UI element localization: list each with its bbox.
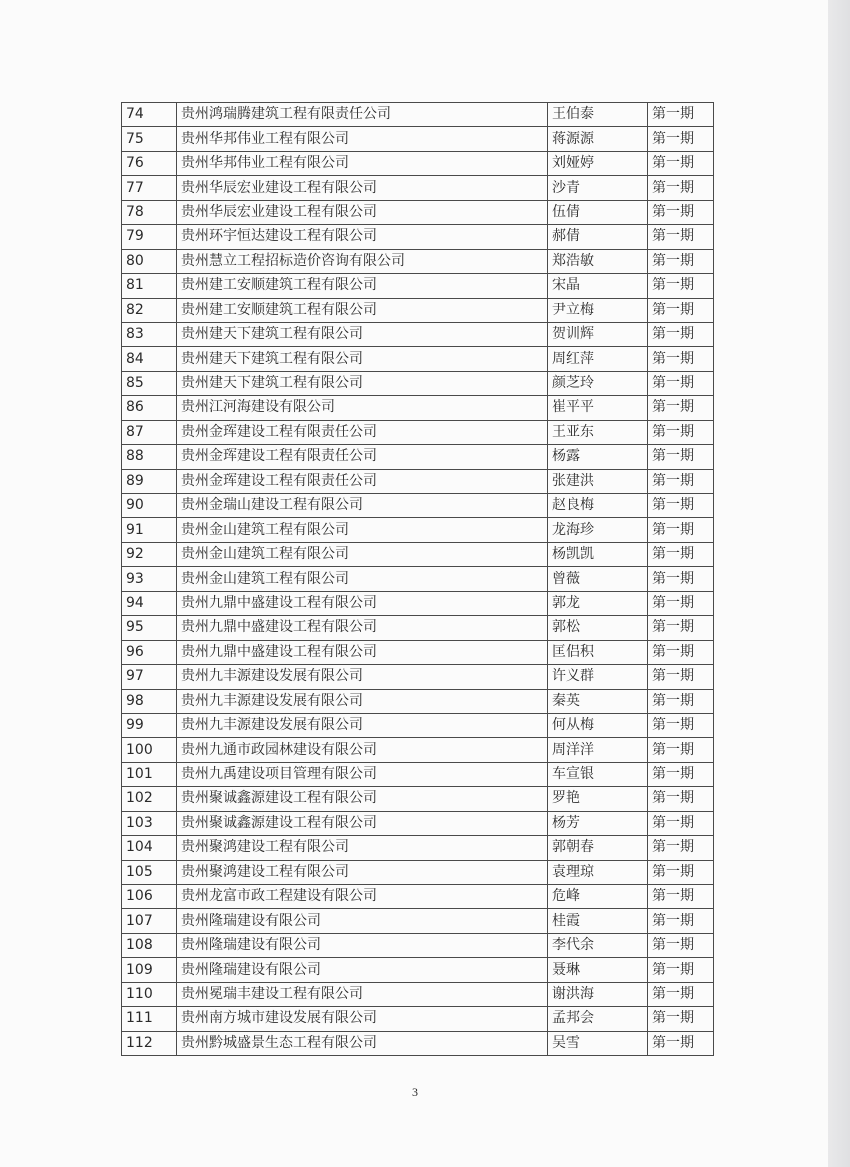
row-number-cell: 76	[122, 151, 177, 175]
phase-cell: 第一期	[648, 567, 714, 591]
table-row	[122, 640, 714, 664]
row-number-cell: 94	[122, 591, 177, 615]
person-name-cell: 许义群	[548, 665, 648, 689]
phase-cell: 第一期	[648, 200, 714, 224]
row-number-cell: 97	[122, 665, 177, 689]
row-number-cell: 99	[122, 713, 177, 737]
person-name-cell: 郭松	[548, 616, 648, 640]
person-name-cell: 罗艳	[548, 787, 648, 811]
table-row	[122, 445, 714, 469]
person-name-cell: 周红萍	[548, 347, 648, 371]
table-row	[122, 420, 714, 444]
phase-cell: 第一期	[648, 469, 714, 493]
person-name-cell: 杨芳	[548, 811, 648, 835]
person-name-cell: 孟邦会	[548, 1007, 648, 1031]
table-row	[122, 127, 714, 151]
phase-cell: 第一期	[648, 1031, 714, 1055]
company-cell: 贵州聚鸿建设工程有限公司	[177, 836, 548, 860]
person-name-cell: 曾薇	[548, 567, 648, 591]
table-row	[122, 322, 714, 346]
phase-cell: 第一期	[648, 445, 714, 469]
table-row	[122, 494, 714, 518]
company-cell: 贵州隆瑞建设有限公司	[177, 933, 548, 957]
company-cell: 贵州金珲建设工程有限责任公司	[177, 420, 548, 444]
row-number-cell: 83	[122, 322, 177, 346]
row-number-cell: 112	[122, 1031, 177, 1055]
company-cell: 贵州九通市政园林建设有限公司	[177, 738, 548, 762]
table-row	[122, 542, 714, 566]
table-row	[122, 713, 714, 737]
table-row	[122, 151, 714, 175]
person-name-cell: 郑浩敏	[548, 249, 648, 273]
row-number-cell: 96	[122, 640, 177, 664]
person-name-cell: 郝倩	[548, 225, 648, 249]
table-row	[122, 200, 714, 224]
phase-cell: 第一期	[648, 298, 714, 322]
company-cell: 贵州金山建筑工程有限公司	[177, 567, 548, 591]
table-row	[122, 225, 714, 249]
person-name-cell: 刘娅婷	[548, 151, 648, 175]
phase-cell: 第一期	[648, 371, 714, 395]
company-cell: 贵州九鼎中盛建设工程有限公司	[177, 591, 548, 615]
row-number-cell: 92	[122, 542, 177, 566]
row-number-cell: 74	[122, 103, 177, 127]
phase-cell: 第一期	[648, 665, 714, 689]
person-name-cell: 王亚东	[548, 420, 648, 444]
table-row	[122, 885, 714, 909]
row-number-cell: 77	[122, 176, 177, 200]
phase-cell: 第一期	[648, 420, 714, 444]
person-name-cell: 桂霞	[548, 909, 648, 933]
scan-edge	[828, 0, 850, 1167]
phase-cell: 第一期	[648, 151, 714, 175]
row-number-cell: 104	[122, 836, 177, 860]
phase-cell: 第一期	[648, 738, 714, 762]
phase-cell: 第一期	[648, 322, 714, 346]
row-number-cell: 106	[122, 885, 177, 909]
company-cell: 贵州环宇恒达建设工程有限公司	[177, 225, 548, 249]
row-number-cell: 95	[122, 616, 177, 640]
person-name-cell: 匡侣积	[548, 640, 648, 664]
phase-cell: 第一期	[648, 176, 714, 200]
person-name-cell: 秦英	[548, 689, 648, 713]
row-number-cell: 81	[122, 274, 177, 298]
phase-cell: 第一期	[648, 494, 714, 518]
row-number-cell: 86	[122, 396, 177, 420]
roster-table	[121, 102, 714, 1056]
phase-cell: 第一期	[648, 103, 714, 127]
company-cell: 贵州建天下建筑工程有限公司	[177, 347, 548, 371]
row-number-cell: 93	[122, 567, 177, 591]
row-number-cell: 84	[122, 347, 177, 371]
row-number-cell: 87	[122, 420, 177, 444]
company-cell: 贵州金珲建设工程有限责任公司	[177, 445, 548, 469]
company-cell: 贵州黔城盛景生态工程有限公司	[177, 1031, 548, 1055]
person-name-cell: 杨露	[548, 445, 648, 469]
person-name-cell: 李代余	[548, 933, 648, 957]
table-row	[122, 762, 714, 786]
phase-cell: 第一期	[648, 909, 714, 933]
company-cell: 贵州聚诚鑫源建设工程有限公司	[177, 811, 548, 835]
table-row	[122, 567, 714, 591]
phase-cell: 第一期	[648, 860, 714, 884]
phase-cell: 第一期	[648, 787, 714, 811]
phase-cell: 第一期	[648, 249, 714, 273]
phase-cell: 第一期	[648, 274, 714, 298]
row-number-cell: 89	[122, 469, 177, 493]
company-cell: 贵州金山建筑工程有限公司	[177, 518, 548, 542]
row-number-cell: 105	[122, 860, 177, 884]
phase-cell: 第一期	[648, 982, 714, 1006]
company-cell: 贵州九禹建设项目管理有限公司	[177, 762, 548, 786]
company-cell: 贵州华辰宏业建设工程有限公司	[177, 200, 548, 224]
person-name-cell: 袁理琼	[548, 860, 648, 884]
phase-cell: 第一期	[648, 591, 714, 615]
roster-table-body	[122, 103, 714, 1056]
company-cell: 贵州建工安顺建筑工程有限公司	[177, 274, 548, 298]
phase-cell: 第一期	[648, 958, 714, 982]
company-cell: 贵州华辰宏业建设工程有限公司	[177, 176, 548, 200]
person-name-cell: 宋晶	[548, 274, 648, 298]
company-cell: 贵州金瑞山建设工程有限公司	[177, 494, 548, 518]
person-name-cell: 周洋洋	[548, 738, 648, 762]
row-number-cell: 88	[122, 445, 177, 469]
phase-cell: 第一期	[648, 640, 714, 664]
company-cell: 贵州华邦伟业工程有限公司	[177, 127, 548, 151]
row-number-cell: 108	[122, 933, 177, 957]
table-row	[122, 836, 714, 860]
row-number-cell: 110	[122, 982, 177, 1006]
table-row	[122, 982, 714, 1006]
table-row	[122, 1031, 714, 1055]
person-name-cell: 吴雪	[548, 1031, 648, 1055]
company-cell: 贵州九丰源建设发展有限公司	[177, 713, 548, 737]
company-cell: 贵州建天下建筑工程有限公司	[177, 371, 548, 395]
phase-cell: 第一期	[648, 616, 714, 640]
page-number: 3	[412, 1085, 418, 1099]
person-name-cell: 伍倩	[548, 200, 648, 224]
row-number-cell: 78	[122, 200, 177, 224]
company-cell: 贵州金山建筑工程有限公司	[177, 542, 548, 566]
phase-cell: 第一期	[648, 542, 714, 566]
table-row	[122, 469, 714, 493]
row-number-cell: 80	[122, 249, 177, 273]
table-row	[122, 518, 714, 542]
row-number-cell: 90	[122, 494, 177, 518]
table-row	[122, 811, 714, 835]
table-row	[122, 1007, 714, 1031]
person-name-cell: 谢洪海	[548, 982, 648, 1006]
person-name-cell: 赵良梅	[548, 494, 648, 518]
phase-cell: 第一期	[648, 885, 714, 909]
company-cell: 贵州江河海建设有限公司	[177, 396, 548, 420]
table-row	[122, 738, 714, 762]
row-number-cell: 75	[122, 127, 177, 151]
table-row	[122, 103, 714, 127]
person-name-cell: 危峰	[548, 885, 648, 909]
row-number-cell: 79	[122, 225, 177, 249]
table-row	[122, 274, 714, 298]
table-row	[122, 689, 714, 713]
person-name-cell: 张建洪	[548, 469, 648, 493]
row-number-cell: 109	[122, 958, 177, 982]
phase-cell: 第一期	[648, 225, 714, 249]
person-name-cell: 蒋源源	[548, 127, 648, 151]
company-cell: 贵州鸿瑞腾建筑工程有限责任公司	[177, 103, 548, 127]
person-name-cell: 杨凯凯	[548, 542, 648, 566]
person-name-cell: 聂琳	[548, 958, 648, 982]
company-cell: 贵州隆瑞建设有限公司	[177, 958, 548, 982]
table-row	[122, 396, 714, 420]
phase-cell: 第一期	[648, 518, 714, 542]
person-name-cell: 贺训辉	[548, 322, 648, 346]
company-cell: 贵州九丰源建设发展有限公司	[177, 689, 548, 713]
table-row	[122, 958, 714, 982]
company-cell: 贵州九丰源建设发展有限公司	[177, 665, 548, 689]
row-number-cell: 82	[122, 298, 177, 322]
person-name-cell: 王伯泰	[548, 103, 648, 127]
company-cell: 贵州建工安顺建筑工程有限公司	[177, 298, 548, 322]
company-cell: 贵州九鼎中盛建设工程有限公司	[177, 616, 548, 640]
phase-cell: 第一期	[648, 689, 714, 713]
person-name-cell: 龙海珍	[548, 518, 648, 542]
phase-cell: 第一期	[648, 347, 714, 371]
phase-cell: 第一期	[648, 762, 714, 786]
table-row	[122, 249, 714, 273]
company-cell: 贵州九鼎中盛建设工程有限公司	[177, 640, 548, 664]
table-row	[122, 933, 714, 957]
company-cell: 贵州建天下建筑工程有限公司	[177, 322, 548, 346]
table-row	[122, 616, 714, 640]
company-cell: 贵州金珲建设工程有限责任公司	[177, 469, 548, 493]
row-number-cell: 102	[122, 787, 177, 811]
row-number-cell: 111	[122, 1007, 177, 1031]
person-name-cell: 尹立梅	[548, 298, 648, 322]
phase-cell: 第一期	[648, 836, 714, 860]
row-number-cell: 103	[122, 811, 177, 835]
row-number-cell: 107	[122, 909, 177, 933]
company-cell: 贵州华邦伟业工程有限公司	[177, 151, 548, 175]
person-name-cell: 郭龙	[548, 591, 648, 615]
person-name-cell: 颜芝玲	[548, 371, 648, 395]
person-name-cell: 崔平平	[548, 396, 648, 420]
phase-cell: 第一期	[648, 396, 714, 420]
table-row	[122, 347, 714, 371]
phase-cell: 第一期	[648, 811, 714, 835]
table-row	[122, 909, 714, 933]
company-cell: 贵州南方城市建设发展有限公司	[177, 1007, 548, 1031]
phase-cell: 第一期	[648, 713, 714, 737]
company-cell: 贵州龙富市政工程建设有限公司	[177, 885, 548, 909]
phase-cell: 第一期	[648, 1007, 714, 1031]
company-cell: 贵州冕瑞丰建设工程有限公司	[177, 982, 548, 1006]
person-name-cell: 车宣银	[548, 762, 648, 786]
row-number-cell: 98	[122, 689, 177, 713]
phase-cell: 第一期	[648, 933, 714, 957]
table-row	[122, 371, 714, 395]
table-row	[122, 787, 714, 811]
table-row	[122, 665, 714, 689]
person-name-cell: 沙青	[548, 176, 648, 200]
phase-cell: 第一期	[648, 127, 714, 151]
company-cell: 贵州聚鸿建设工程有限公司	[177, 860, 548, 884]
row-number-cell: 85	[122, 371, 177, 395]
table-row	[122, 298, 714, 322]
company-cell: 贵州聚诚鑫源建设工程有限公司	[177, 787, 548, 811]
row-number-cell: 100	[122, 738, 177, 762]
table-row	[122, 591, 714, 615]
person-name-cell: 何从梅	[548, 713, 648, 737]
company-cell: 贵州隆瑞建设有限公司	[177, 909, 548, 933]
row-number-cell: 91	[122, 518, 177, 542]
company-cell: 贵州慧立工程招标造价咨询有限公司	[177, 249, 548, 273]
person-name-cell: 郭朝春	[548, 836, 648, 860]
table-row	[122, 176, 714, 200]
table-row	[122, 860, 714, 884]
row-number-cell: 101	[122, 762, 177, 786]
